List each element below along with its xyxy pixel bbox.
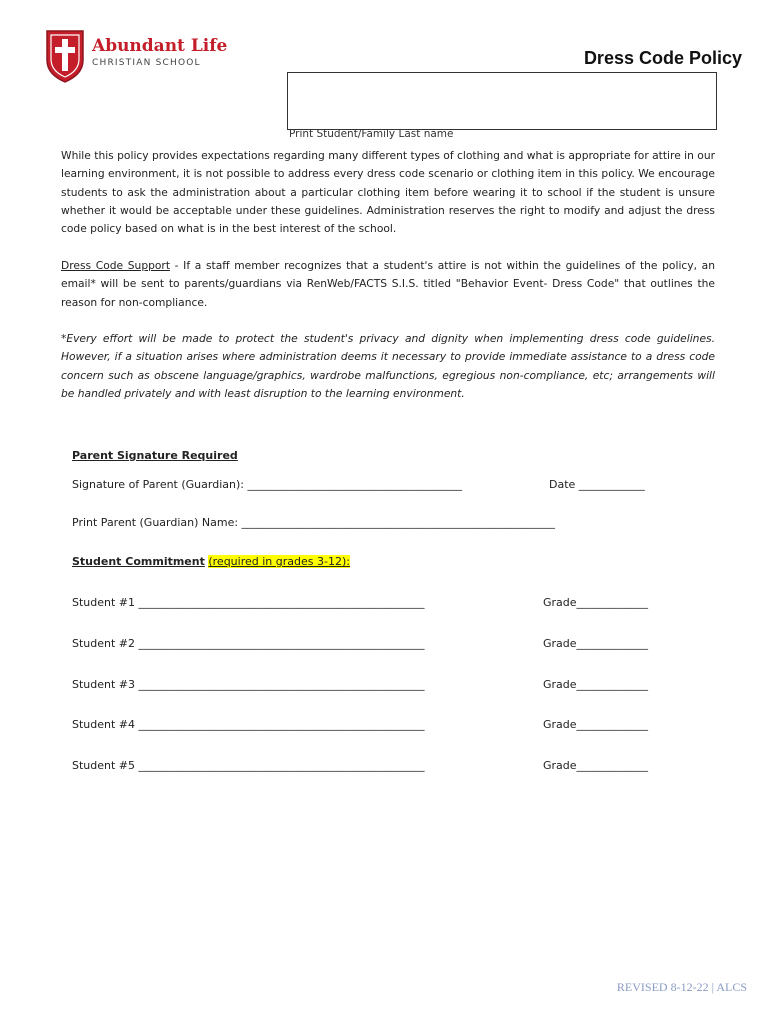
student-commitment-label: Student Commitment: [72, 555, 205, 568]
revision-footer: REVISED 8-12-22 | ALCS: [616, 980, 747, 994]
student-grade-field[interactable]: Grade_____________: [543, 759, 649, 772]
student-commitment-note: (required in grades 3-12):: [208, 555, 350, 568]
student-row: [72, 678, 425, 691]
document-title: Dress Code Policy: [583, 48, 742, 68]
logo-name: Abundant Life: [92, 36, 228, 56]
student-name-field[interactable]: Student #3 ____________________________________________________: [72, 678, 425, 691]
student-grade-field[interactable]: Grade_____________: [543, 718, 649, 731]
student-name-field[interactable]: Student #2 ____________________________________________________: [72, 637, 425, 650]
student-row: [72, 759, 425, 772]
student-section-heading: [72, 555, 350, 568]
shield-cross-icon: [44, 28, 86, 84]
support-text: - If a staff member recognizes that a student's attire is not within the guidelines of the policy, an email* will be sent to parents/guardians via RenWeb/FACTS S.I.S. titled "Behavior Event- Dress Code" that outlines the reason for non-compliance.: [61, 259, 715, 309]
school-logo: [44, 28, 244, 86]
student-row: [72, 637, 425, 650]
parent-signature-field[interactable]: Signature of Parent (Guardian): _______________________________________: [72, 478, 462, 491]
support-paragraph: [61, 257, 715, 312]
family-last-name-field[interactable]: [287, 72, 717, 130]
student-grade-field[interactable]: Grade_____________: [543, 678, 649, 691]
student-name-field[interactable]: Student #1 ____________________________________________________: [72, 596, 425, 609]
parent-print-name-field[interactable]: Print Parent (Guardian) Name: _________________________________________________________: [72, 516, 556, 529]
parent-section-heading: Parent Signature Required: [72, 449, 238, 462]
support-label: Dress Code Support: [61, 259, 171, 272]
student-row: [72, 596, 425, 609]
parent-date-field[interactable]: Date ____________: [549, 478, 645, 491]
privacy-note: *Every effort will be made to protect the student's privacy and dignity when implementing dress code guidelines. However, if a situation arises where administration deems it necessary to provide immediate assistance to a dress code concern such as obscene language/graphics, wardrobe malfunctions, egregious non-compliance, etc; arrangements will be handled privately and with least disruption to the learning environment.: [61, 332, 715, 400]
intro-paragraph: While this policy provides expectations regarding many different types of clothing and what is appropriate for attire in our learning environment, it is not possible to address every dress code scenario or clothing item in this policy. We encourage students to ask the administration about a particular clothing item before wearing it to school if the student is unsure whether it would be acceptable under these guidelines. Administration reserves the right to modify and adjust the dress code policy based on what is in the best interest of the school.: [61, 149, 716, 236]
family-last-name-caption: Print Student/Family Last name: [289, 128, 454, 140]
student-name-field[interactable]: Student #4 ____________________________________________________: [72, 718, 425, 731]
logo-subtitle: CHRISTIAN SCHOOL: [92, 58, 201, 68]
student-grade-field[interactable]: Grade_____________: [543, 637, 649, 650]
student-grade-field[interactable]: Grade_____________: [543, 596, 649, 609]
student-row: [72, 718, 425, 731]
student-name-field[interactable]: Student #5 ____________________________________________________: [72, 759, 425, 772]
